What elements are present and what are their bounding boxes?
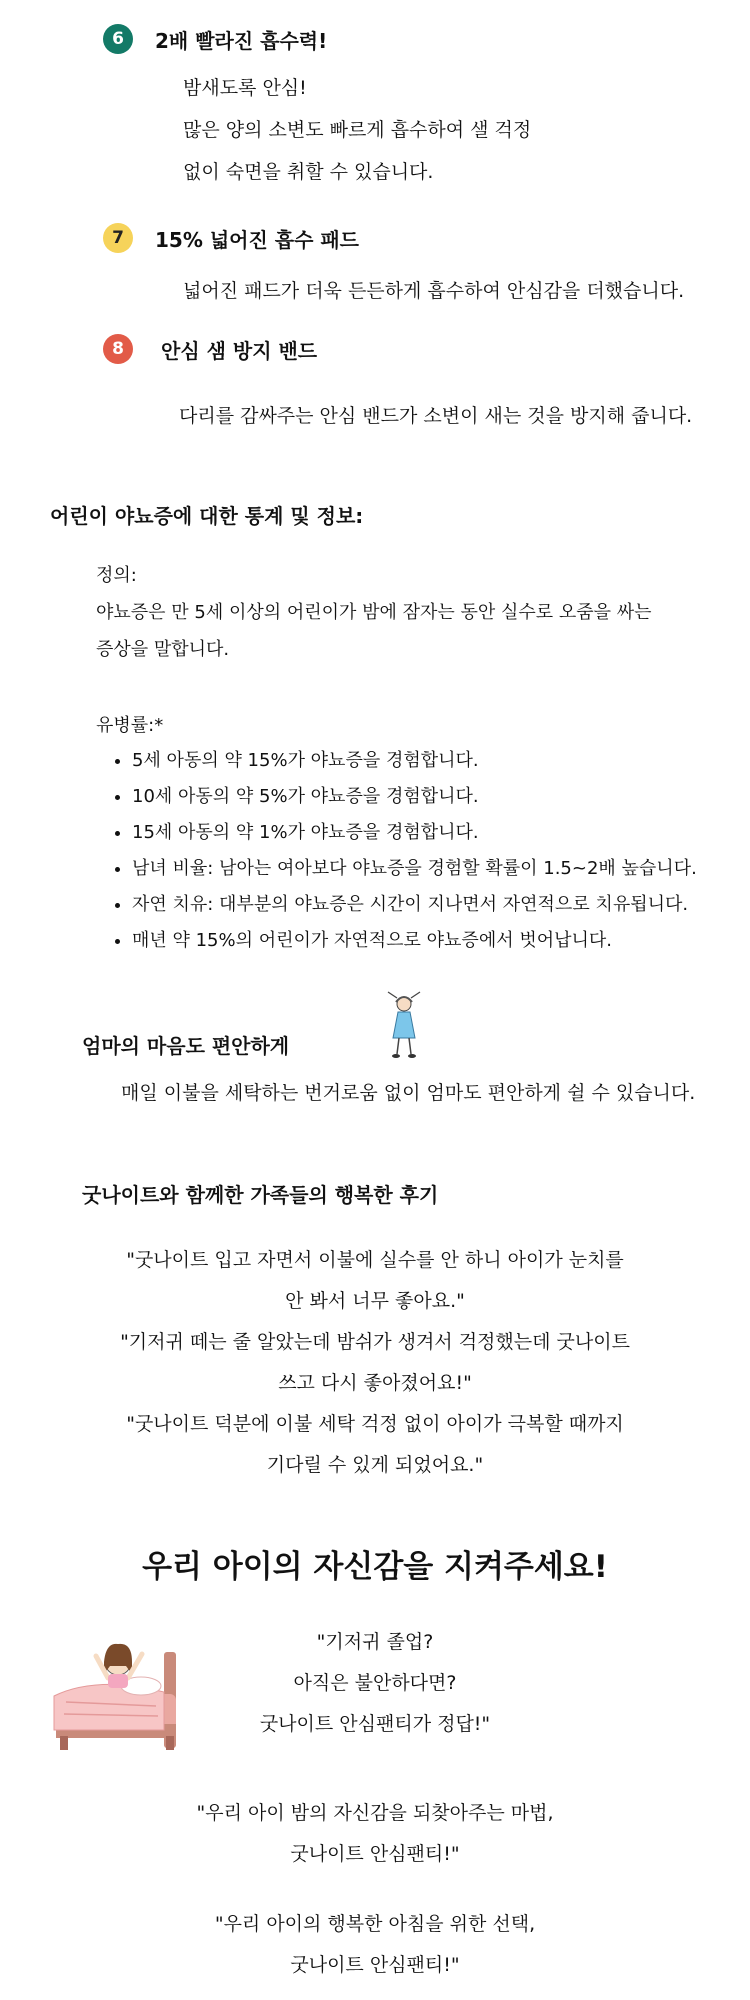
closing-line: 굿나이트 안심팬티!" <box>290 1954 460 1976</box>
prevalence-label: 유병률:* <box>96 715 164 736</box>
main-headline: 우리 아이의 자신감을 지켜주세요! <box>142 1549 608 1585</box>
reviews-quotes <box>0 1240 750 1486</box>
feature-6-line: 밤새도록 안심! <box>183 77 307 99</box>
feature-7-header <box>103 223 359 253</box>
promo-text <box>0 1622 750 1745</box>
closing-line: 굿나이트 안심팬티!" <box>290 1843 460 1865</box>
feature-6-line: 많은 양의 소변도 빠르게 흡수하여 샐 걱정 <box>183 119 532 141</box>
definition-label: 정의: <box>96 565 137 586</box>
closing-line: "우리 아이 밤의 자신감을 되찾아주는 마법, <box>196 1802 554 1824</box>
mom-title: 엄마의 마음도 편안하게 <box>82 1034 290 1058</box>
definition-line: 야뇨증은 만 5세 이상의 어린이가 밤에 잠자는 동안 실수로 오줌을 싸는 <box>96 602 652 623</box>
list-item: • 남녀 비율: 남아는 여아보다 야뇨증을 경험할 확률이 1.5~2배 높습니다. <box>132 851 697 887</box>
feature-7-desc <box>183 270 684 312</box>
mom-text: 매일 이불을 세탁하는 번거로움 없이 엄마도 편안하게 쉴 수 있습니다. <box>121 1082 696 1104</box>
review-line: "굿나이트 입고 자면서 이불에 실수를 안 하니 아이가 눈치를 <box>126 1249 624 1271</box>
promo-line: 아직은 불안하다면? <box>293 1672 457 1694</box>
feature-8-line: 다리를 감싸주는 안심 밴드가 소변이 새는 것을 방지해 줍니다. <box>179 405 693 427</box>
closing-quote-1 <box>0 1793 750 1875</box>
feature-6-desc <box>183 67 531 193</box>
promo-line: "기저귀 졸업? <box>316 1631 434 1653</box>
feature-7-title: 15% 넓어진 흡수 패드 <box>155 227 359 252</box>
promo-line: 굿나이트 안심팬티가 정답!" <box>259 1713 491 1735</box>
feature-7-line: 넓어진 패드가 더욱 든든하게 흡수하여 안심감을 더했습니다. <box>183 280 685 302</box>
list-item: • 매년 약 15%의 어린이가 자연적으로 야뇨증에서 벗어납니다. <box>132 923 697 959</box>
feature-8-desc <box>179 395 692 437</box>
feature-8-header <box>103 334 317 364</box>
stats-definition <box>96 557 652 668</box>
review-line: 안 봐서 너무 좋아요." <box>285 1290 465 1312</box>
closing-line: "우리 아이의 행복한 아침을 위한 선택, <box>214 1913 536 1935</box>
reviews-title: 굿나이트와 함께한 가족들의 행복한 후기 <box>82 1183 439 1207</box>
feature-6-title: 2배 빨라진 흡수력! <box>155 28 328 53</box>
feature-6-header <box>103 24 327 54</box>
review-line: 기다릴 수 있게 되었어요." <box>266 1454 484 1476</box>
review-line: "굿나이트 덕분에 이불 세탁 걱정 없이 아이가 극복할 때까지 <box>126 1413 624 1435</box>
feature-8-title: 안심 샘 방지 밴드 <box>161 338 318 363</box>
list-item: • 자연 치유: 대부분의 야뇨증은 시간이 지나면서 자연적으로 치유됩니다. <box>132 887 697 923</box>
stats-title: 어린이 야뇨증에 대한 통계 및 정보: <box>50 504 364 528</box>
closing-quote-2 <box>0 1904 750 1986</box>
number-badge-6: 6 <box>103 24 133 54</box>
list-item: • 10세 아동의 약 5%가 야뇨증을 경험합니다. <box>132 779 697 815</box>
number-badge-8: 8 <box>103 334 133 364</box>
girl-illustration <box>382 990 426 1062</box>
feature-6-line: 없이 숙면을 취할 수 있습니다. <box>183 161 434 183</box>
definition-line: 증상을 말합니다. <box>96 639 230 660</box>
number-badge-7: 7 <box>103 223 133 253</box>
list-item: • 5세 아동의 약 15%가 야뇨증을 경험합니다. <box>132 743 697 779</box>
review-line: "기저귀 떼는 줄 알았는데 밤쉬가 생겨서 걱정했는데 굿나이트 <box>120 1331 630 1353</box>
list-item: • 15세 아동의 약 1%가 야뇨증을 경험합니다. <box>132 815 697 851</box>
review-line: 쓰고 다시 좋아졌어요!" <box>278 1372 472 1394</box>
prevalence-list <box>98 743 697 959</box>
